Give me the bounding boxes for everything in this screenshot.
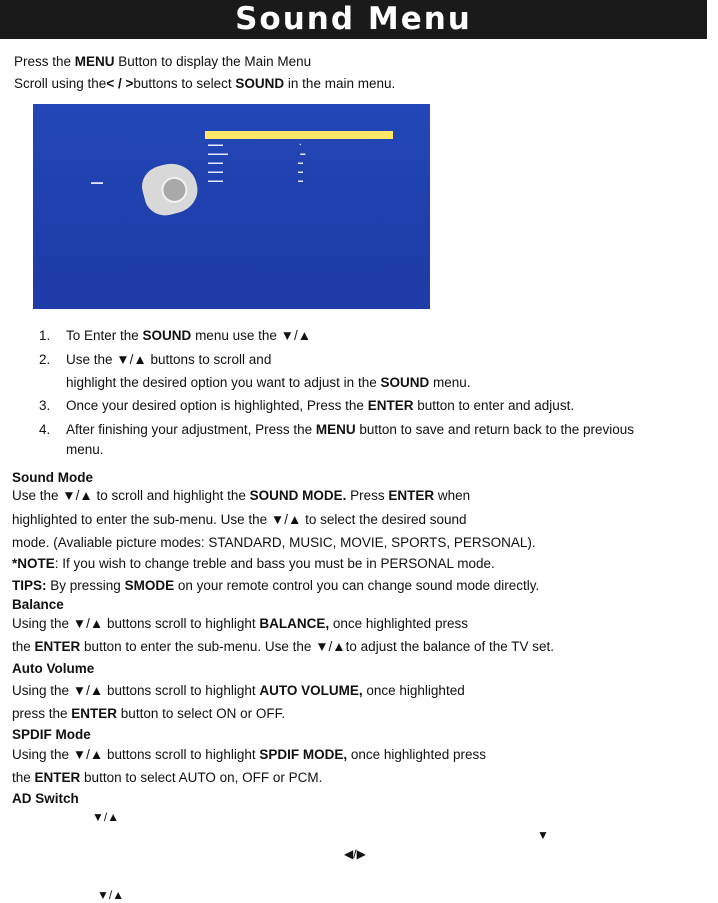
sound-mode-heading: Sound Mode	[12, 470, 93, 485]
menu-highlight-bar	[205, 131, 393, 139]
spdif-heading: SPDIF Mode	[12, 727, 91, 742]
auto-volume-heading: Auto Volume	[12, 661, 95, 676]
down-arrow-icon: ▼	[537, 828, 549, 842]
tv-menu-screenshot: ▬▬▬ ▪ ▬▬▬▬ ▬ ▬▬▬ ▬ ▬▬▬ ▬ ▬▬▬ ▬ ▬▬	[33, 104, 430, 309]
step-2-cont: highlight the desired option you want to adjust in the SOUND menu.	[66, 375, 471, 390]
balance-line-2: the ENTER button to enter the sub-menu. Use the ▼/▲to adjust the balance of the TV set.	[12, 639, 555, 654]
spdif-line-2: the ENTER button to select AUTO on, OFF or PCM.	[12, 770, 323, 785]
auto-volume-line-1: Using the ▼/▲ buttons scroll to highlight AUTO VOLUME, once highlighted	[12, 683, 465, 698]
page-title: Sound Menu	[0, 0, 707, 39]
auto-volume-line-2: press the ENTER button to select ON or OFF.	[12, 706, 286, 721]
left-right-arrows-icon: ◀/▶	[344, 847, 366, 861]
down-up-arrows-icon: ▼/▲	[92, 810, 120, 824]
sound-mode-line-2: highlighted to enter the sub-menu. Use the ▼/▲ to select the desired sound	[12, 512, 467, 527]
sound-mode-line-3: mode. (Avaliable picture modes: STANDARD, MUSIC, MOVIE, SPORTS, PERSONAL).	[12, 535, 536, 550]
ad-switch-heading: AD Switch	[12, 791, 79, 806]
intro-line-2: Scroll using the< / >buttons to select SOUND in the main menu.	[14, 76, 396, 91]
balance-line-1: Using the ▼/▲ buttons scroll to highlight BALANCE, once highlighted press	[12, 616, 468, 631]
step-4: 4. After finishing your adjustment, Press the MENU button to save and return back to the previous	[39, 422, 635, 437]
step-4-cont: menu.	[66, 442, 104, 457]
step-3: 3. Once your desired option is highlighted, Press the ENTER button to enter and adjust.	[39, 398, 575, 413]
sound-mode-note: *NOTE: If you wish to change treble and bass you must be in PERSONAL mode.	[12, 556, 495, 571]
down-up-arrows-icon-2: ▼/▲	[97, 888, 125, 902]
step-1: 1. To Enter the SOUND menu use the ▼/▲	[39, 328, 312, 343]
sound-mode-line-1: Use the ▼/▲ to scroll and highlight the SOUND MODE. Press ENTER when	[12, 488, 471, 503]
sound-mode-tips: TIPS: By pressing SMODE on your remote control you can change sound mode directly.	[12, 578, 540, 593]
tv-sound-label: ▬▬	[91, 180, 103, 186]
step-2: 2. Use the ▼/▲ buttons to scroll and	[39, 352, 272, 367]
balance-heading: Balance	[12, 597, 64, 612]
intro-line-1: Press the MENU Button to display the Main Menu	[14, 54, 312, 69]
spdif-line-1: Using the ▼/▲ buttons scroll to highlight SPDIF MODE, once highlighted press	[12, 747, 486, 762]
